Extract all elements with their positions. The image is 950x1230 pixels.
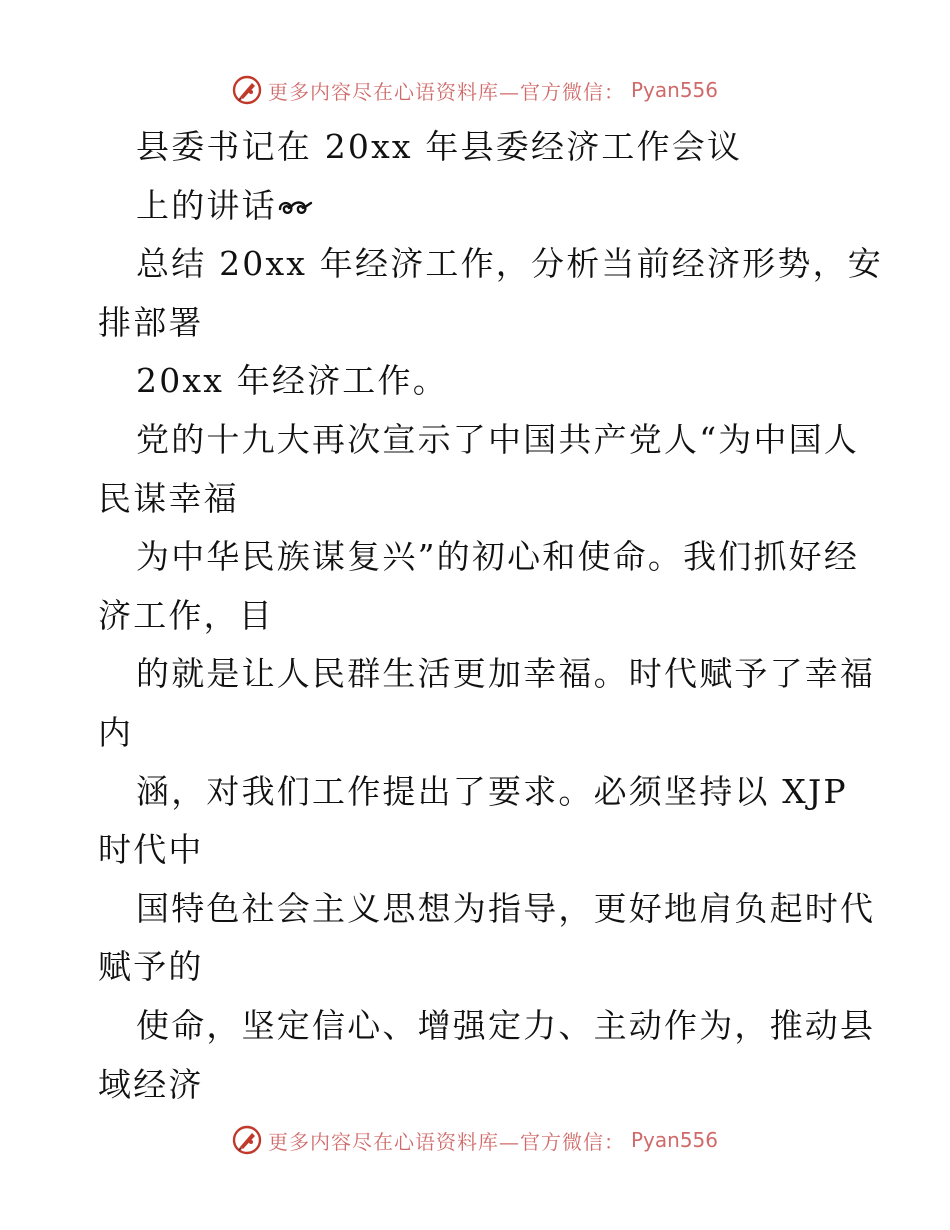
header-banner	[0, 70, 950, 110]
footer-banner-text: 更多内容尽在心语资料库—官方微信：	[267, 1129, 625, 1154]
body-text-line: 时代中	[98, 830, 204, 870]
body-text-line: 使命，坚定信心、增强定力、主动作为，推动县	[136, 1005, 876, 1045]
body-text-line: 排部署	[98, 302, 204, 342]
body-text-line: 为中华民族谋复兴”的初心和使命。我们抓好经	[136, 537, 860, 577]
document-body	[98, 118, 883, 1114]
body-text-line: 民谋幸福	[98, 478, 239, 518]
document-body-lines	[98, 235, 883, 1114]
quill-pen-logo-icon	[232, 75, 262, 105]
header-banner-text: 更多内容尽在心语资料库—官方微信：	[267, 79, 625, 104]
body-text-line: 涵，对我们工作提出了要求。必须坚持以 XJP	[136, 771, 848, 811]
footer-wechat-id: Pyan556	[630, 1128, 718, 1152]
footer-banner	[0, 1120, 950, 1160]
document-title-line-2	[98, 177, 858, 236]
body-text-line: 的就是让人民群生活更加幸福。时代赋予了幸福	[136, 654, 876, 694]
body-text-line: 济工作，目	[98, 595, 274, 635]
document-title-text: 上的讲话	[136, 185, 277, 225]
body-text-line: 国特色社会主义思想为指导，更好地肩负起时代	[136, 888, 876, 928]
body-text-line: 总结 20xx 年经济工作，分析当前经济形势，安	[136, 244, 883, 284]
body-text-line: 党的十九大再次宣示了中国共产党人“为中国人	[136, 419, 860, 459]
swirl-ornament-icon	[277, 197, 313, 219]
body-text-line: 域经济	[98, 1064, 204, 1104]
quill-pen-logo-icon	[232, 1125, 262, 1155]
document-title-line-1: 县委书记在 20xx 年县委经济工作会议	[136, 127, 743, 166]
body-text-line: 内	[98, 712, 134, 752]
body-text-line: 20xx 年经济工作。	[136, 361, 448, 401]
body-text-line: 赋予的	[98, 947, 204, 987]
header-wechat-id: Pyan556	[630, 78, 718, 102]
